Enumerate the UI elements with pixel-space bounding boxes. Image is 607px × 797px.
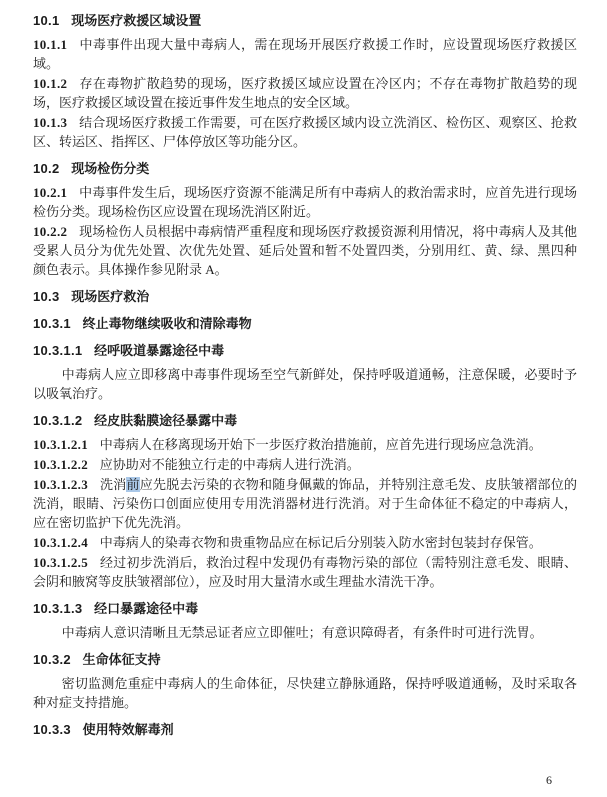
clause-number: 10.3.3 xyxy=(33,722,71,737)
body-text xyxy=(100,535,542,550)
text-segment: 经过初步洗消后，救治过程中发现仍有毒物污染的部位（需特别注意毛发、眼睛、会阴和腋窝等皮肤皱褶部位），应及时用大量清水或生理盐水清洗干净。 xyxy=(33,555,577,589)
body-text xyxy=(33,37,577,71)
clause-10-3-1-2-2 xyxy=(33,455,577,474)
page-number: 6 xyxy=(546,773,552,787)
body-text xyxy=(33,367,577,401)
heading-text: 现场医疗救治 xyxy=(71,289,150,304)
heading-text: 经口暴露途径中毒 xyxy=(94,601,199,616)
text-segment: 中毒病人意识清晰且无禁忌证者应立即催吐；有意识障碍者，有条件时可进行洗胃。 xyxy=(61,625,543,640)
clause-number: 10.3.1.1 xyxy=(33,343,83,358)
body-text xyxy=(33,224,577,277)
text-segment: 现场检伤人员根据中毒病情严重程度和现场医疗救援资源利用情况，将中毒病人及其他受累人员分为优先处置、次优先处置、延后处置和暂不处置四类，分别用红、黄、绿、黑四种颜色表示。具体操作参见附录 A。 xyxy=(33,224,577,277)
text-segment: 应先脱去污染的衣物和随身佩戴的饰品，并特别注意毛发、皮肤皱褶部位的洗消，眼睛、污染伤口创面应使用专用洗消器材进行洗消。对于生命体征不稳定的中毒病人，应在密切监护下优先洗消。 xyxy=(33,477,577,530)
body-text xyxy=(33,477,577,530)
text-segment: 应协助对不能独立行走的中毒病人进行洗消。 xyxy=(99,457,360,472)
clause-number: 10.2.2 xyxy=(33,224,68,239)
body-text xyxy=(33,76,577,110)
clause-number: 10.1.1 xyxy=(33,37,68,52)
text-segment: 结合现场医疗救援工作需要，可在医疗救援区域内设立洗消区、检伤区、观察区、抢救区、转运区、指挥区、尸体停放区等功能分区。 xyxy=(33,115,577,149)
clause-10-3-1-2-3 xyxy=(33,475,577,532)
text-segment: 洗消 xyxy=(99,477,127,492)
clause-number: 10.3.1.2.4 xyxy=(33,535,88,550)
heading-10-3-1-3 xyxy=(33,599,577,618)
clause-number: 10.3.1.2 xyxy=(33,413,83,428)
paragraph xyxy=(33,623,577,642)
clause-number: 10.3.1.2.2 xyxy=(33,457,88,472)
text-segment: 中毒病人应立即移离中毒事件现场至空气新鲜处，保持呼吸道通畅，注意保暖，必要时予以吸氧治疗。 xyxy=(33,367,577,401)
body-text xyxy=(100,457,360,472)
text-segment: 中毒事件出现大量中毒病人，需在现场开展医疗救援工作时，应设置现场医疗救援区域。 xyxy=(33,37,577,71)
heading-text: 现场检伤分类 xyxy=(71,161,150,176)
clause-number: 10.3.1.3 xyxy=(33,601,83,616)
heading-10-3-1-1 xyxy=(33,341,577,360)
clause-10-3-1-2-1 xyxy=(33,435,577,454)
clause-number: 10.2 xyxy=(33,161,60,176)
paragraph xyxy=(33,674,577,712)
clause-10-1-1 xyxy=(33,35,577,73)
text-segment: 中毒事件发生后，现场医疗资源不能满足所有中毒病人的救治需求时，应首先进行现场检伤分类。现场检伤区应设置在现场洗消区附近。 xyxy=(33,185,577,219)
clause-10-1-2 xyxy=(33,74,577,112)
selection-highlight: 前 xyxy=(126,477,140,492)
text-segment: 中毒病人的染毒衣物和贵重物品应在标记后分别装入防水密封包装封存保管。 xyxy=(99,535,542,550)
body-text xyxy=(100,437,542,452)
clause-number: 10.2.1 xyxy=(33,185,68,200)
clause-10-3-1-2-4 xyxy=(33,533,577,552)
body-text xyxy=(33,115,577,149)
heading-text: 经呼吸道暴露途径中毒 xyxy=(94,343,225,358)
heading-10-3-2 xyxy=(33,650,577,669)
heading-text: 现场医疗救援区域设置 xyxy=(71,13,202,28)
clause-10-1-3 xyxy=(33,113,577,151)
body-text xyxy=(62,625,543,640)
heading-10-3-1-2 xyxy=(33,411,577,430)
clause-number: 10.3.1 xyxy=(33,316,71,331)
clause-number: 10.1 xyxy=(33,13,60,28)
paragraph xyxy=(33,365,577,403)
heading-text: 生命体征支持 xyxy=(82,652,161,667)
heading-text: 使用特效解毒剂 xyxy=(82,722,174,737)
body-text xyxy=(33,185,577,219)
heading-10-3-3 xyxy=(33,720,577,739)
text-segment: 中毒病人在移离现场开始下一步医疗救治措施前，应首先进行现场应急洗消。 xyxy=(99,437,542,452)
clause-number: 10.1.3 xyxy=(33,115,68,130)
document-content xyxy=(33,11,577,739)
heading-10-1 xyxy=(33,11,577,30)
text-segment: 密切监测危重症中毒病人的生命体征，尽快建立静脉通路，保持呼吸道通畅，及时采取各种对症支持措施。 xyxy=(33,676,577,710)
heading-text: 经皮肤黏膜途径暴露中毒 xyxy=(94,413,238,428)
clause-number: 10.1.2 xyxy=(33,76,68,91)
text-segment: 存在毒物扩散趋势的现场，医疗救援区域应设置在冷区内；不存在毒物扩散趋势的现场，医疗救援区域设置在接近事件发生地点的安全区域。 xyxy=(33,76,577,110)
clause-10-2-1 xyxy=(33,183,577,221)
clause-number: 10.3.1.2.3 xyxy=(33,477,88,492)
heading-10-3 xyxy=(33,287,577,306)
body-text xyxy=(33,555,577,589)
clause-number: 10.3.2 xyxy=(33,652,71,667)
clause-number: 10.3 xyxy=(33,289,60,304)
clause-number: 10.3.1.2.5 xyxy=(33,555,88,570)
clause-10-3-1-2-5 xyxy=(33,553,577,591)
heading-text: 终止毒物继续吸收和清除毒物 xyxy=(82,316,252,331)
clause-number: 10.3.1.2.1 xyxy=(33,437,88,452)
body-text xyxy=(33,676,577,710)
heading-10-2 xyxy=(33,159,577,178)
clause-10-2-2 xyxy=(33,222,577,279)
heading-10-3-1 xyxy=(33,314,577,333)
